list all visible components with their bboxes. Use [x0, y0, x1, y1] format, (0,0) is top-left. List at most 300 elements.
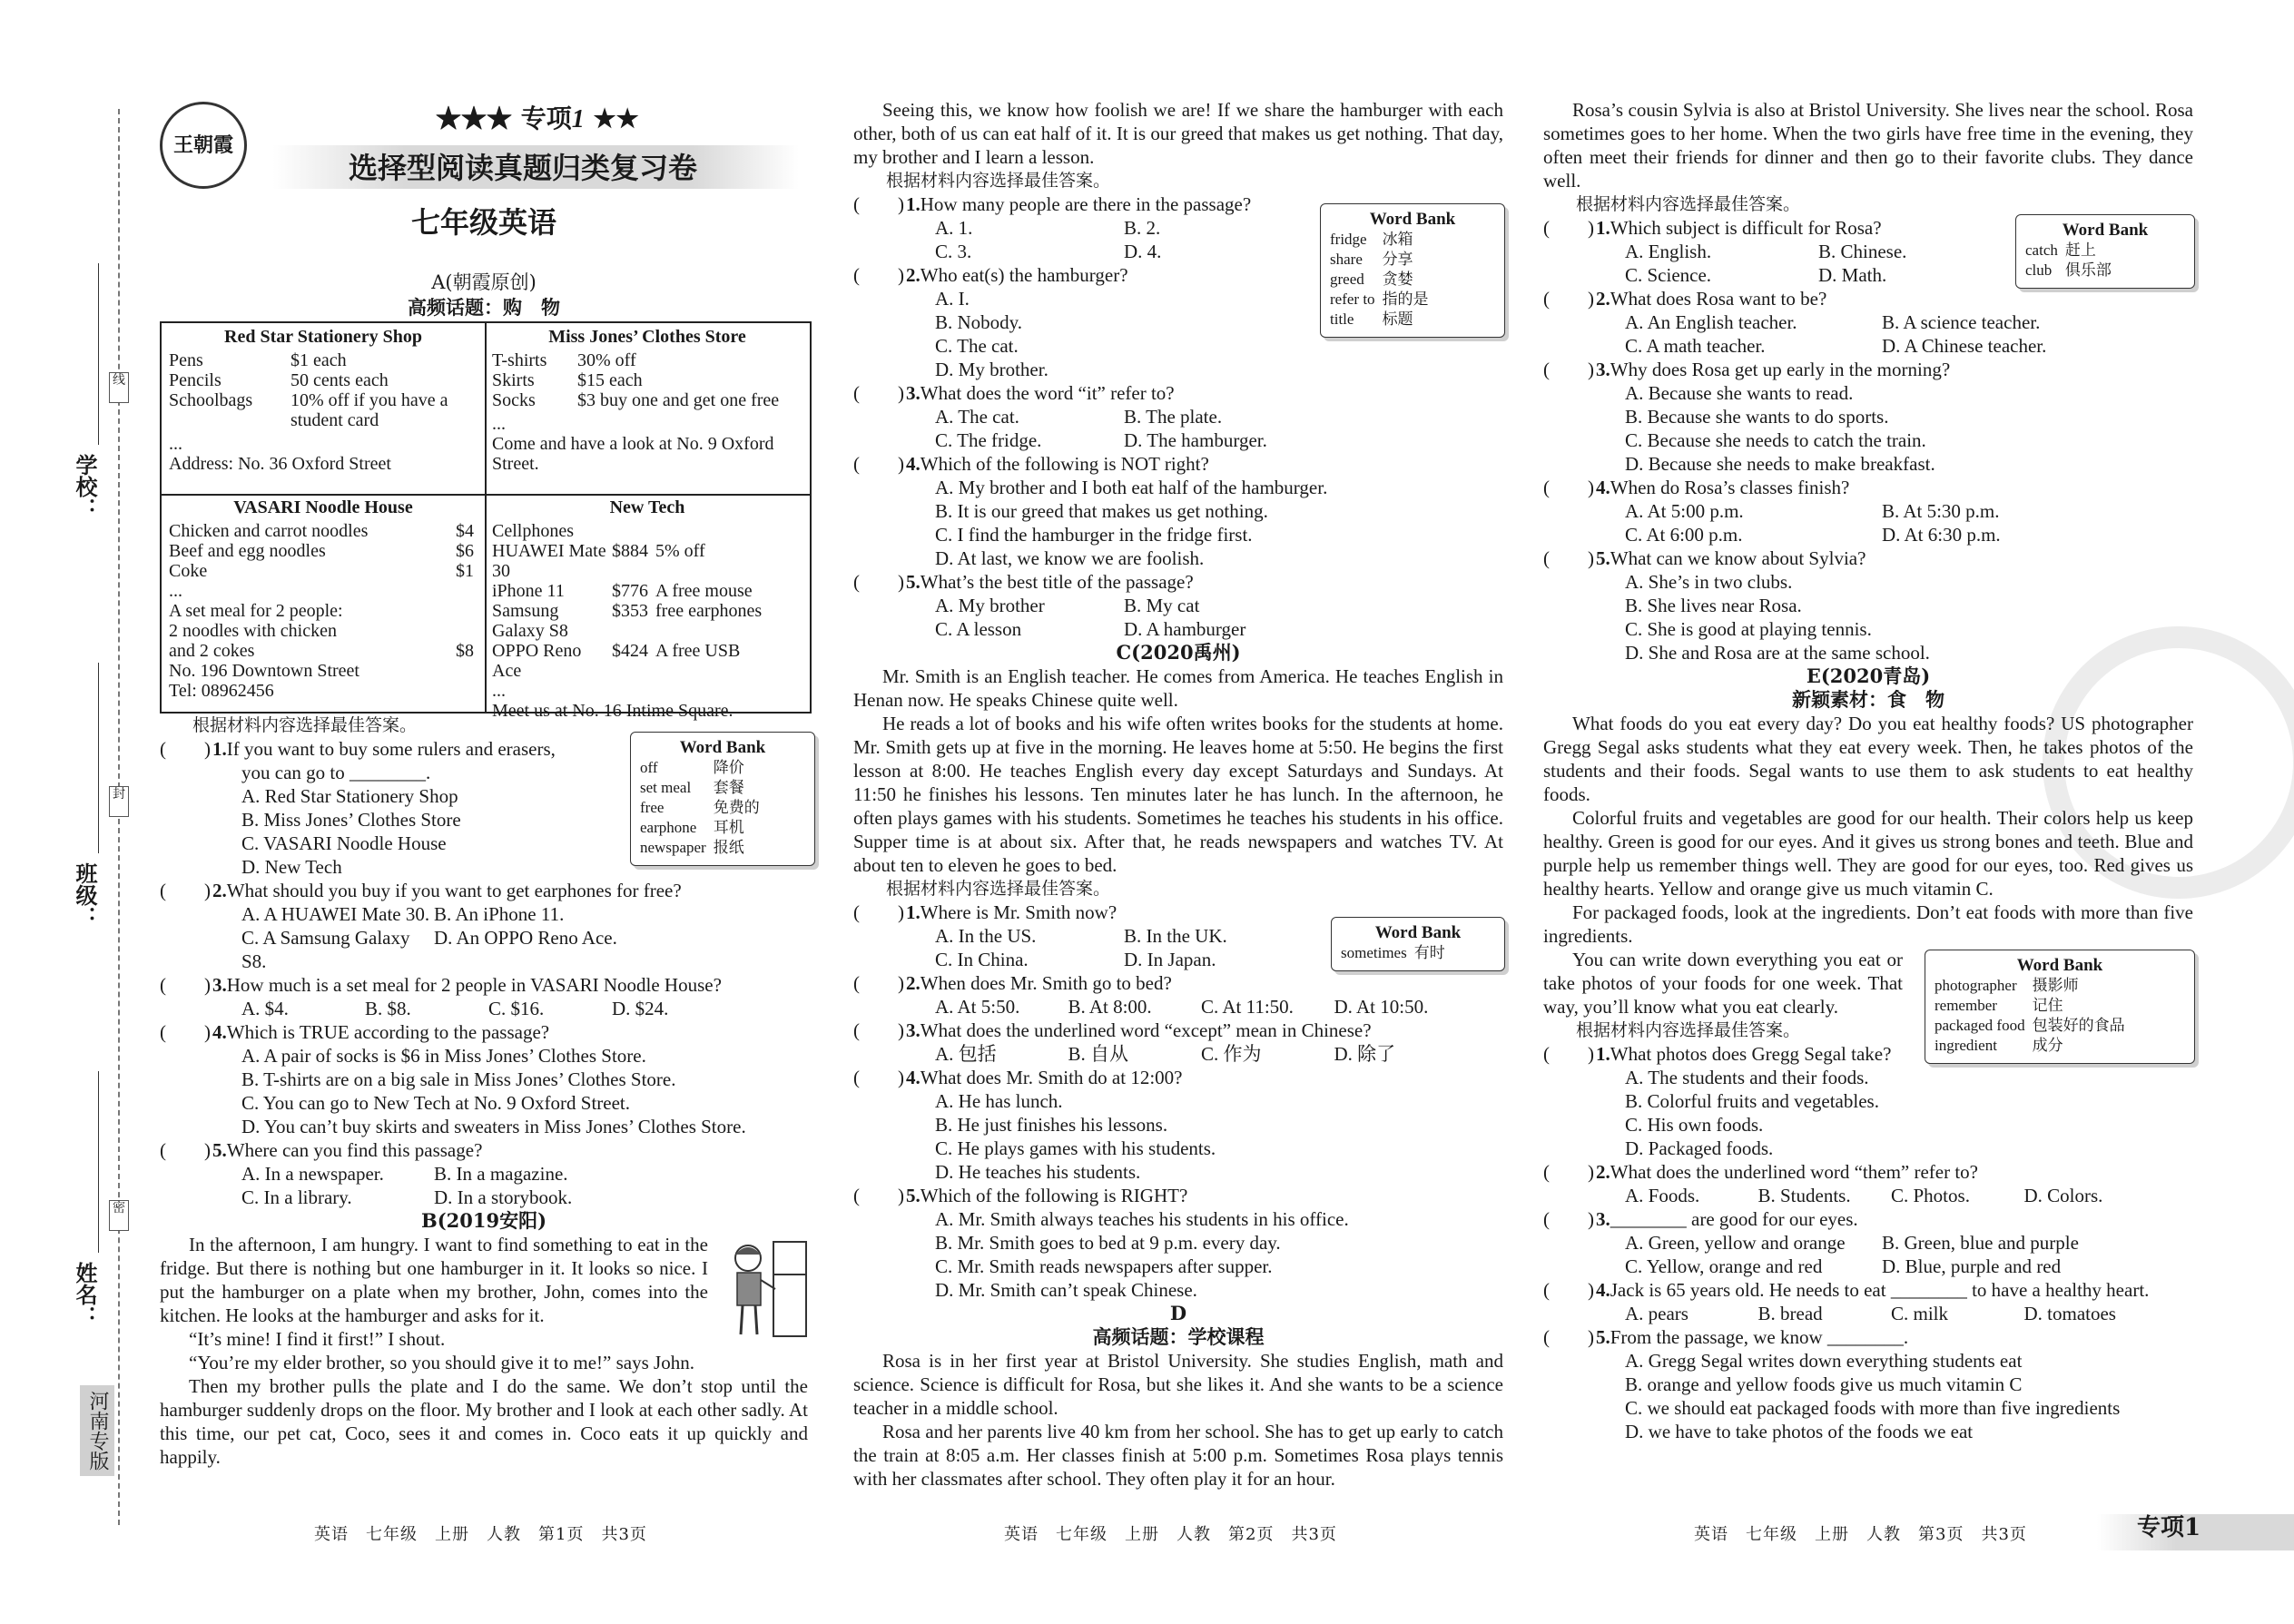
word-cn: 标题 — [1382, 310, 1413, 328]
word-bank-c — [1331, 917, 1505, 971]
option[interactable]: D. 4. — [1124, 241, 1162, 262]
option[interactable]: C. A Samsung Galaxy S8. — [241, 927, 410, 972]
option[interactable]: B. Green, blue and purple — [1882, 1232, 2079, 1254]
option[interactable]: A. My brother and I both eat half of the hamburger. — [935, 477, 1328, 498]
question — [1543, 476, 2193, 499]
option[interactable]: C. The cat. — [935, 335, 1019, 357]
word-cn: 贪婪 — [1382, 271, 1413, 288]
answer-slot[interactable]: ( ) — [853, 193, 904, 215]
option[interactable]: A. Foods. — [1625, 1185, 1700, 1206]
class-field[interactable] — [98, 663, 99, 853]
option[interactable]: A. 包括 — [935, 1043, 997, 1065]
answer-slot[interactable]: ( ) — [160, 974, 211, 996]
shop-name: VASARI Noodle House — [233, 497, 413, 517]
answer-slot[interactable]: ( ) — [1543, 1279, 1594, 1301]
option[interactable]: A. My brother — [935, 595, 1045, 616]
series-title — [436, 103, 639, 133]
question-number: 2. — [1596, 1161, 1610, 1183]
option[interactable]: C. In China. — [935, 949, 1029, 970]
question — [853, 452, 1503, 476]
section-a-topic: 高频话题：购 物 — [408, 296, 560, 319]
question-number: 2. — [906, 972, 921, 994]
word-bank-title: Word Bank — [2016, 956, 2103, 975]
answer-slot[interactable]: ( ) — [853, 1185, 904, 1206]
question-stem: What does the underlined word “except” mean in Chinese? — [920, 1019, 1372, 1041]
option[interactable]: D. At last, we know we are foolish. — [935, 547, 1205, 569]
brand-logo — [160, 102, 247, 189]
option[interactable]: A. 1. — [935, 217, 973, 239]
option[interactable]: C. He plays games with his students. — [935, 1137, 1216, 1159]
option[interactable]: A. Mr. Smith always teaches his students in his office. — [935, 1208, 1349, 1230]
corner-tag: 专项1 — [2137, 1514, 2201, 1541]
item-price: 10% off if you have a student card — [290, 390, 448, 430]
option[interactable]: D. we have to take photos of the foods we eat — [1625, 1421, 1974, 1442]
item-name: Samsung Galaxy S8 — [492, 601, 568, 641]
option[interactable]: B. Mr. Smith goes to bed at 9 p.m. every day. — [935, 1232, 1281, 1254]
passage-paragraph: Colorful fruits and vegetables are good for our health. Their colors help us keep healthy. Green is good for our eyes. And it gives us strong bones and teeth. Blue and purple help us remember things well. They are good for our eyes, too. Red gives us healthy hearts. Yellow and orange give us much vitamin C. — [1543, 807, 2193, 900]
item-name: HUAWEI Mate 30 — [492, 541, 606, 581]
option[interactable]: D. He teaches his students. — [935, 1161, 1141, 1183]
word-cn: 俱乐部 — [2064, 261, 2112, 279]
answer-slot[interactable]: ( ) — [160, 1139, 211, 1161]
word-en: greed — [1330, 271, 1364, 288]
shop-address: Meet us at No. 16 Intime Square. — [492, 701, 733, 721]
shop-address: Come and have a look at No. 9 Oxford Street. — [492, 434, 774, 474]
option[interactable]: D. Mr. Smith can’t speak Chinese. — [935, 1279, 1197, 1301]
shop-ads-table — [160, 321, 812, 721]
option[interactable]: C. $16. — [488, 998, 545, 1019]
question-number: 5. — [906, 1185, 921, 1206]
item-name: T-shirts — [492, 350, 547, 370]
option[interactable]: D. In Japan. — [1124, 949, 1216, 970]
class-label: 班级： — [72, 862, 98, 928]
school-label: 学校： — [72, 454, 98, 519]
passage-paragraph: Rosa and her parents live 40 km from her school. She has to get up early to catch the train at 8:05 a.m. Her classes finish at 5:00 p.m. Sometimes Rosa plays tennis with her classmates after school. They often play it for an hour. — [853, 1421, 1503, 1490]
option[interactable]: A. The students and their foods. — [1625, 1067, 1869, 1088]
question-number: 5. — [1596, 1326, 1610, 1348]
question — [853, 570, 1503, 594]
page-footer-2: 英语 七年级 上册 人教 第2页 共3页 — [1004, 1525, 1337, 1544]
set-meal-line: and 2 cokes — [169, 641, 255, 661]
option[interactable]: A. $4. — [241, 998, 289, 1019]
word-en: set meal — [640, 779, 692, 796]
shop-name: New Tech — [609, 497, 685, 517]
answer-slot[interactable]: ( ) — [160, 1021, 211, 1043]
question-number: 3. — [212, 974, 227, 996]
question-number: 2. — [1596, 288, 1610, 310]
shop-address: Address: No. 36 Oxford Street — [169, 454, 391, 474]
word-cn: 降价 — [713, 759, 744, 776]
option[interactable]: D. An OPPO Reno Ace. — [434, 927, 617, 949]
ellipsis: ... — [492, 681, 506, 701]
name-field[interactable] — [98, 1071, 99, 1253]
question-stem: Which of the following is NOT right? — [920, 453, 1209, 475]
question-stem: Which subject is difficult for Rosa? — [1610, 217, 1882, 239]
answer-slot[interactable]: ( ) — [1543, 1326, 1594, 1348]
option[interactable]: A. At 5:00 p.m. — [1625, 500, 1744, 522]
option[interactable]: C. The fridge. — [935, 429, 1042, 451]
question-stem: Why does Rosa get up early in the morning? — [1610, 359, 1951, 380]
option[interactable]: B. At 5:30 p.m. — [1882, 500, 2000, 522]
option[interactable]: C. Mr. Smith reads newspapers after supper. — [935, 1255, 1273, 1277]
item-name: Coke — [169, 561, 208, 581]
set-meal-line: A set meal for 2 people: — [169, 601, 343, 621]
question — [1543, 1325, 2193, 1349]
shop-miss-jones — [485, 323, 810, 494]
section-e-label: E(2020青岛) — [1806, 664, 1931, 687]
instruction: 根据材料内容选择最佳答案。 — [886, 879, 1111, 899]
question-stem: What does the underlined word “them” refer to? — [1610, 1161, 1978, 1183]
word-cn: 指的是 — [1382, 290, 1429, 308]
word-cn: 免费的 — [713, 799, 760, 816]
option[interactable]: A. I. — [935, 288, 970, 310]
option[interactable]: A. He has lunch. — [935, 1090, 1063, 1112]
answer-slot[interactable]: ( ) — [853, 1067, 904, 1088]
question-number: 3. — [1596, 359, 1610, 380]
passage-paragraph: Then my brother pulls the plate and I do the same. We don’t stop until the hamburger suddenly drops on the floor. My brother and I look at each other sadly. At this time, our pet cat, Coco, sees it and comes in. Coco eats it up quickly and happily. — [160, 1375, 808, 1468]
answer-slot[interactable]: ( ) — [853, 1019, 904, 1041]
item-name: OPPO Reno Ace — [492, 641, 582, 681]
option[interactable]: C. Photos. — [1891, 1185, 1970, 1206]
question — [160, 973, 808, 997]
option[interactable]: B. An iPhone 11. — [434, 903, 565, 925]
word-en: earphone — [640, 819, 697, 836]
option[interactable]: B. My cat — [1124, 595, 1200, 616]
answer-slot[interactable]: ( ) — [1543, 1043, 1594, 1065]
option[interactable]: D. The hamburger. — [1124, 429, 1267, 451]
question-stem-cont: you can go to ________. — [241, 762, 431, 783]
question-number: 2. — [906, 264, 921, 286]
question-number: 4. — [906, 1067, 921, 1088]
question-stem: What does Mr. Smith do at 12:00? — [920, 1067, 1183, 1088]
option[interactable]: A. Gregg Segal writes down everything students eat — [1625, 1350, 2023, 1372]
answer-slot[interactable]: ( ) — [1543, 288, 1594, 310]
option[interactable]: C. A math teacher. — [1625, 335, 1766, 357]
option[interactable]: C. In a library. — [241, 1186, 352, 1208]
item-offer: A free mouse — [655, 581, 753, 601]
series-number: 1 — [571, 105, 585, 133]
option[interactable]: D. A Chinese teacher. — [1882, 335, 2047, 357]
option[interactable]: B. The plate. — [1124, 406, 1223, 428]
option[interactable]: A. In a newspaper. — [241, 1163, 384, 1185]
word-en: refer to — [1330, 290, 1375, 308]
option[interactable]: C. milk — [1891, 1303, 1949, 1324]
question-number: 1. — [1596, 217, 1610, 239]
boy-fridge-illustration — [726, 1238, 810, 1340]
word-cn: 冰箱 — [1382, 231, 1413, 248]
item-price: $4 — [456, 521, 474, 541]
question — [160, 879, 808, 902]
option[interactable]: B. In the UK. — [1124, 925, 1227, 947]
word-cn: 套餐 — [713, 779, 744, 796]
word-bank-b — [1320, 203, 1505, 338]
option[interactable]: B. At 8:00. — [1068, 996, 1152, 1018]
answer-slot[interactable]: ( ) — [853, 453, 904, 475]
question — [1543, 546, 2193, 570]
word-bank-d — [2015, 214, 2195, 289]
seal-mark-xian: 线 — [109, 372, 129, 403]
item-price: $776 — [612, 581, 648, 601]
option[interactable]: A. English. — [1625, 241, 1712, 262]
option[interactable]: B. Because she wants to do sports. — [1625, 406, 1889, 428]
option[interactable]: D. A hamburger — [1124, 618, 1246, 640]
word-cn: 有时 — [1413, 944, 1445, 961]
option[interactable]: B. Miss Jones’ Clothes Store — [241, 809, 461, 831]
option[interactable]: A. Red Star Stationery Shop — [241, 785, 458, 807]
option[interactable]: B. A science teacher. — [1882, 311, 2041, 333]
question — [160, 1020, 808, 1044]
answer-slot[interactable]: ( ) — [1543, 1208, 1594, 1230]
option[interactable]: A. In the US. — [935, 925, 1037, 947]
option[interactable]: C. I find the hamburger in the fridge first. — [935, 524, 1253, 546]
word-bank-title: Word Bank — [1374, 923, 1462, 942]
answer-slot[interactable]: ( ) — [1543, 217, 1594, 239]
passage-paragraph: In the afternoon, I am hungry. I want to find something to eat in the fridge. But there is nothing but one hamburger in it. It looks so nice. I put the hamburger on a plate when my brother, John, comes into the kitchen. He looks at the hamburger and asks for it. — [160, 1234, 708, 1326]
answer-slot[interactable]: ( ) — [853, 901, 904, 923]
question — [1543, 1278, 2193, 1302]
question-number: 3. — [906, 1019, 921, 1041]
price-list — [492, 350, 802, 410]
option[interactable]: D. Because she needs to make breakfast. — [1625, 453, 1935, 475]
answer-slot[interactable]: ( ) — [1543, 359, 1594, 380]
word-cn: 耳机 — [713, 819, 744, 836]
answer-slot[interactable]: ( ) — [160, 880, 211, 901]
item-price: $1 — [456, 561, 474, 581]
item-price: $6 — [456, 541, 474, 561]
option[interactable]: C. His own foods. — [1625, 1114, 1764, 1136]
instruction: 根据材料内容选择最佳答案。 — [886, 171, 1111, 191]
shop-phone: Tel: 08962456 — [169, 681, 274, 701]
price-list — [169, 350, 478, 430]
item-name: Socks — [492, 390, 536, 410]
passage-paragraph: You can write down everything you eat or take photos of your foods for one week. That way, you’ll know what you eat clearly. — [1543, 949, 1903, 1018]
shop-new-tech — [485, 494, 810, 721]
item-price: 50 cents each — [290, 370, 389, 390]
answer-slot[interactable]: ( ) — [853, 571, 904, 593]
word-en: club — [2025, 261, 2053, 279]
question-stem: Who eat(s) the hamburger? — [920, 264, 1128, 286]
word-cn: 分享 — [1382, 251, 1413, 268]
option[interactable]: A. She’s in two clubs. — [1625, 571, 1793, 593]
option[interactable]: D. At 6:30 p.m. — [1882, 524, 2001, 546]
option[interactable]: D. Packaged foods. — [1625, 1137, 1774, 1159]
item-price: $15 each — [577, 370, 643, 390]
shop-address: No. 196 Downtown Street — [169, 661, 359, 681]
answer-slot[interactable]: ( ) — [853, 264, 904, 286]
section-c-label: C(2020禹州) — [1116, 641, 1241, 664]
seal-mark-feng: 封 — [109, 786, 129, 817]
passage-paragraph: For packaged foods, look at the ingredients. Don’t eat foods with more than five ingredients. — [1543, 901, 2193, 947]
option[interactable]: B. Nobody. — [935, 311, 1023, 333]
option[interactable]: D. Colors. — [2023, 1185, 2103, 1206]
question-number: 4. — [212, 1021, 227, 1043]
banner-title: 选择型阅读真题归类复习卷 — [349, 151, 698, 185]
item-name: Pens — [169, 350, 203, 370]
option[interactable]: B. 2. — [1124, 217, 1161, 239]
word-en: sometimes — [1341, 944, 1407, 961]
option[interactable]: D. Blue, purple and red — [1882, 1255, 2062, 1277]
section-a-label: A(朝霞原创) — [431, 271, 537, 293]
answer-slot[interactable]: ( ) — [853, 382, 904, 404]
option[interactable]: B. T-shirts are on a big sale in Miss Jones’ Clothes Store. — [241, 1068, 676, 1090]
instruction: 根据材料内容选择最佳答案。 — [1576, 194, 1801, 214]
option[interactable]: C. Science. — [1625, 264, 1712, 286]
option[interactable]: D. You can’t buy skirts and sweaters in Miss Jones’ Clothes Store. — [241, 1116, 746, 1137]
question — [160, 1138, 808, 1162]
question-number: 5. — [1596, 547, 1610, 569]
question-number: 4. — [1596, 477, 1610, 498]
option[interactable]: C. 作为 — [1201, 1043, 1262, 1065]
answer-slot[interactable]: ( ) — [1543, 1161, 1594, 1183]
word-en: ingredient — [1935, 1037, 1997, 1054]
option[interactable]: C. Because she needs to catch the train. — [1625, 429, 1926, 451]
word-bank-e — [1925, 950, 2195, 1064]
set-meal-price: $8 — [456, 641, 474, 661]
question-number: 1. — [212, 738, 227, 760]
option[interactable]: C. VASARI Noodle House — [241, 832, 447, 854]
question — [160, 737, 808, 761]
word-cn: 记住 — [2032, 997, 2063, 1014]
option[interactable]: A. An English teacher. — [1625, 311, 1797, 333]
answer-slot[interactable]: ( ) — [1543, 477, 1594, 498]
word-en: share — [1330, 251, 1363, 268]
answer-slot[interactable]: ( ) — [1543, 547, 1594, 569]
option[interactable]: B. In a magazine. — [434, 1163, 568, 1185]
answer-slot[interactable]: ( ) — [853, 972, 904, 994]
price-list — [169, 521, 478, 661]
question-number: 1. — [906, 193, 921, 215]
question-stem: How much is a set meal for 2 people in VASARI Noodle House? — [226, 974, 722, 996]
question-stem: Which is TRUE according to the passage? — [226, 1021, 550, 1043]
option[interactable]: A. Green, yellow and orange — [1625, 1232, 1846, 1254]
shop-vasari — [162, 494, 485, 712]
option[interactable]: C. we should eat packaged foods with more than five ingredients — [1625, 1397, 2121, 1419]
option[interactable]: B. Chinese. — [1818, 241, 1907, 262]
option[interactable]: D. tomatoes — [2023, 1303, 2116, 1324]
name-label: 姓名： — [72, 1262, 98, 1327]
option[interactable]: A. A pair of socks is $6 in Miss Jones’ Clothes Store. — [241, 1045, 646, 1067]
option[interactable]: C. She is good at playing tennis. — [1625, 618, 1872, 640]
answer-slot[interactable]: ( ) — [160, 738, 211, 760]
passage-paragraph: Seeing this, we know how foolish we are! If we share the hamburger with each other, both of us can eat half of it. It is our greed that makes us get nothing. That day, my brother and I learn a lesson. — [853, 99, 1503, 168]
question-number: 3. — [1596, 1208, 1610, 1230]
option[interactable]: A. pears — [1625, 1303, 1689, 1324]
option[interactable]: D. 除了 — [1334, 1043, 1396, 1065]
word-bank-title: Word Bank — [2062, 221, 2149, 240]
question-stem: What photos does Gregg Segal take? — [1610, 1043, 1892, 1065]
option[interactable]: B. 自从 — [1068, 1043, 1129, 1065]
item-name: Schoolbags — [169, 390, 253, 410]
word-en: catch — [2025, 241, 2058, 259]
question — [853, 1019, 1503, 1042]
option[interactable]: D. My brother. — [935, 359, 1049, 380]
option[interactable]: B. bread — [1757, 1303, 1823, 1324]
question — [1543, 358, 2193, 381]
word-cn: 报纸 — [713, 839, 744, 856]
word-bank-title: Word Bank — [1369, 210, 1456, 229]
word-en: free — [640, 799, 665, 816]
option[interactable]: A. The cat. — [935, 406, 1019, 428]
option[interactable]: A. Because she wants to read. — [1625, 382, 1854, 404]
option[interactable]: C. A lesson — [935, 618, 1022, 640]
series-label: 专项 — [520, 103, 572, 133]
option[interactable]: D. At 10:50. — [1334, 996, 1429, 1018]
question-stem: Where can you find this passage? — [226, 1139, 483, 1161]
item-price: $1 each — [290, 350, 347, 370]
passage-paragraph: “It’s mine! I find it first!” I shout. — [189, 1328, 446, 1350]
ellipsis: ... — [169, 434, 182, 454]
word-en: packaged food — [1935, 1017, 2025, 1034]
option[interactable]: C. You can go to New Tech at No. 9 Oxford Street. — [241, 1092, 630, 1114]
option[interactable]: D. New Tech — [241, 856, 342, 878]
item-name: Chicken and carrot noodles — [169, 521, 369, 541]
question — [1543, 1160, 2193, 1184]
question-stem: From the passage, we know ________. — [1610, 1326, 1909, 1348]
question — [853, 1066, 1503, 1089]
item-price: 30% off — [577, 350, 636, 370]
question-stem: What should you buy if you want to get earphones for free? — [226, 880, 682, 901]
option[interactable]: C. At 6:00 p.m. — [1625, 524, 1743, 546]
option[interactable]: A. At 5:50. — [935, 996, 1020, 1018]
question-stem: When do Rosa’s classes finish? — [1610, 477, 1850, 498]
question-stem: What does Rosa want to be? — [1610, 288, 1827, 310]
option[interactable]: C. 3. — [935, 241, 972, 262]
option[interactable]: B. Colorful fruits and vegetables. — [1625, 1090, 1879, 1112]
passage-paragraph: Mr. Smith is an English teacher. He comes from America. He teaches English in Henan now. He speaks Chinese quite well. — [853, 665, 1503, 711]
instruction: 根据材料内容选择最佳答案。 — [1576, 1020, 1801, 1040]
item-price: $3 buy one and get one free — [577, 390, 780, 410]
word-cn: 成分 — [2032, 1037, 2063, 1054]
section-d-topic: 高频话题：学校课程 — [1092, 1325, 1265, 1348]
option[interactable]: B. She lives near Rosa. — [1625, 595, 1802, 616]
shop-name: Red Star Stationery Shop — [224, 327, 422, 347]
section-b-label: B(2019安阳) — [420, 1209, 547, 1232]
passage-paragraph: He reads a lot of books and his wife often writes books for the students at home. Mr. Smith gets up at five in the morning. He leaves home at 5:50. He begins the first lesson at 8:00. He teaches English every day except Saturdays and Sundays. At 11:50 he finishes his lessons. Ten minutes later he has lunch. In the afternoon, he often plays games with his students. Sometimes he teaches his students in his office. Supper time is at about six. After that, he reads newspapers and watches TV. At about ten to eleven he goes to bed. — [853, 713, 1503, 876]
passage-paragraph: What foods do you eat every day? Do you eat healthy foods? US photographer Gregg Segal asks students what they eat every week. Then, he takes photos of the students and their foods. Segal wants to use them to ask students to eat healthy foods. — [1543, 713, 2193, 805]
question — [1543, 1207, 2193, 1231]
option[interactable]: D. $24. — [612, 998, 669, 1019]
ellipsis: ... — [492, 414, 506, 434]
question-stem: Jack is 65 years old. He needs to eat ________ to have a healthy heart. — [1610, 1279, 2150, 1301]
option[interactable]: D. Math. — [1818, 264, 1887, 286]
shop-name: Miss Jones’ Clothes Store — [548, 327, 746, 347]
word-en: remember — [1935, 997, 1997, 1014]
item-offer: A free USB — [655, 641, 741, 661]
question-stem: What does the word “it” refer to? — [920, 382, 1175, 404]
option[interactable]: C. Yellow, orange and red — [1625, 1255, 1823, 1277]
option[interactable]: A. A HUAWEI Mate 30. — [241, 903, 430, 925]
word-cn: 摄影师 — [2032, 977, 2079, 994]
option[interactable]: D. In a storybook. — [434, 1186, 573, 1208]
binding-dash-line — [118, 109, 120, 1525]
school-field[interactable] — [98, 263, 99, 445]
item-price: $884 — [612, 541, 648, 561]
option[interactable]: D. She and Rosa are at the same school. — [1625, 642, 1930, 664]
word-en: title — [1330, 310, 1354, 328]
option[interactable]: B. orange and yellow foods give us much vitamin C — [1625, 1373, 2023, 1395]
item-offer: free earphones — [655, 601, 763, 621]
option[interactable]: B. It is our greed that makes us get nothing. — [935, 500, 1268, 522]
question — [853, 971, 1503, 995]
seal-mark-mi: 密 — [109, 1200, 129, 1231]
option[interactable]: C. At 11:50. — [1201, 996, 1294, 1018]
option[interactable]: B. $8. — [365, 998, 411, 1019]
region-badge: 河南专版 — [80, 1385, 114, 1476]
question — [853, 381, 1503, 405]
option[interactable]: B. Students. — [1757, 1185, 1851, 1206]
option[interactable]: B. He just finishes his lessons. — [935, 1114, 1168, 1136]
item-offer: 5% off — [655, 541, 705, 561]
